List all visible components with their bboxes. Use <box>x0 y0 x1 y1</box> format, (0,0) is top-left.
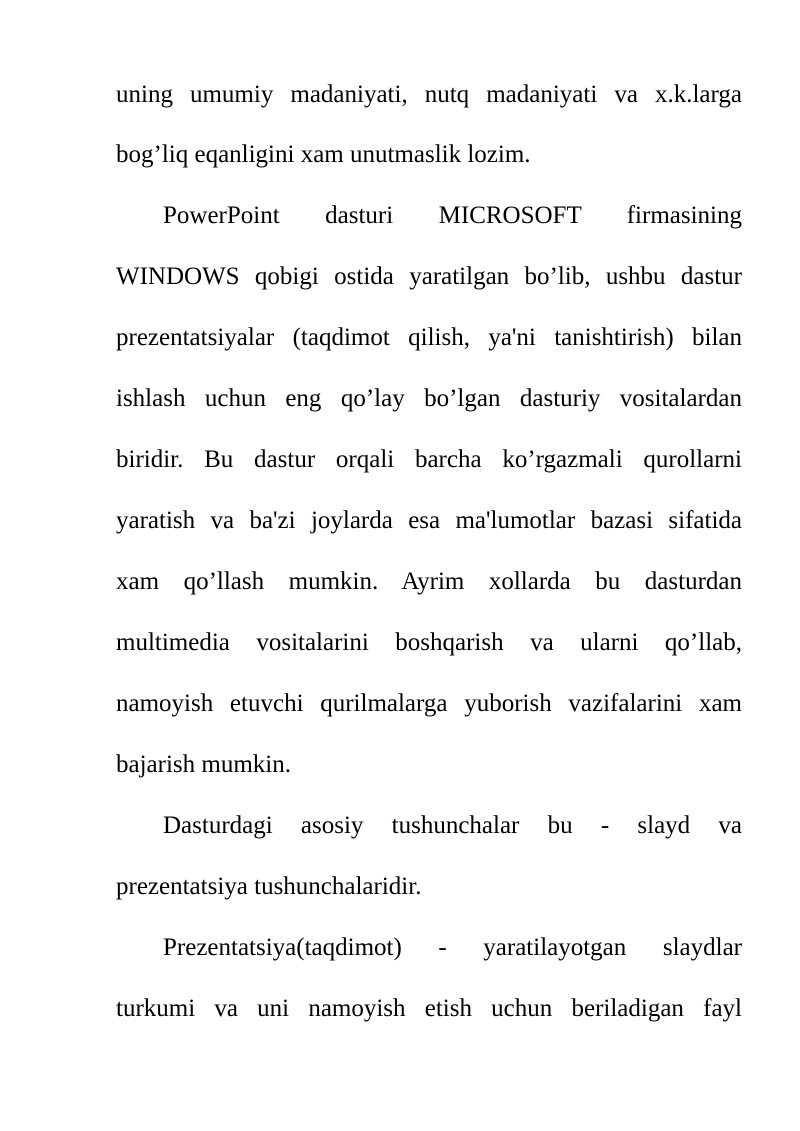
text-line: bog’liq eqanligini xam unutmaslik lozim. <box>116 141 531 168</box>
text-line: multimedia vositalarini boshqarish va ularni qo’llab, <box>116 629 742 656</box>
text-line: uning umumiy madaniyati, nutq madaniyati va x.k.larga <box>116 81 742 108</box>
text-line: xam qo’llash mumkin. Ayrim xollarda bu dasturdan <box>116 568 742 595</box>
text-line: ishlash uchun eng qo’lay bo’lgan dasturiy vositalardan <box>116 385 742 412</box>
text-line: prezentatsiya tushunchalaridir. <box>116 873 422 900</box>
paragraph-first-line: PowerPoint dasturi MICROSOFT firmasining <box>163 202 742 229</box>
text-line: yaratish va ba'zi joylarda esa ma'lumotlar bazasi sifatida <box>116 507 742 534</box>
paragraph-first-line: Prezentatsiya(taqdimot) - yaratilayotgan slaydlar <box>163 934 742 961</box>
text-line: namoyish etuvchi qurilmalarga yuborish vazifalarini xam <box>116 690 742 717</box>
text-line: bajarish mumkin. <box>116 751 291 778</box>
paragraph-first-line: Dasturdagi asosiy tushunchalar bu - slayd va <box>163 812 742 839</box>
text-line: prezentatsiyalar (taqdimot qilish, ya'ni tanishtirish) bilan <box>116 324 742 351</box>
text-line: turkumi va uni namoyish etish uchun beriladigan fayl <box>116 995 742 1022</box>
text-line: WINDOWS qobigi ostida yaratilgan bo’lib, ushbu dastur <box>116 263 742 290</box>
text-line: biridir. Bu dastur orqali barcha ko’rgazmali qurollarni <box>116 446 742 473</box>
